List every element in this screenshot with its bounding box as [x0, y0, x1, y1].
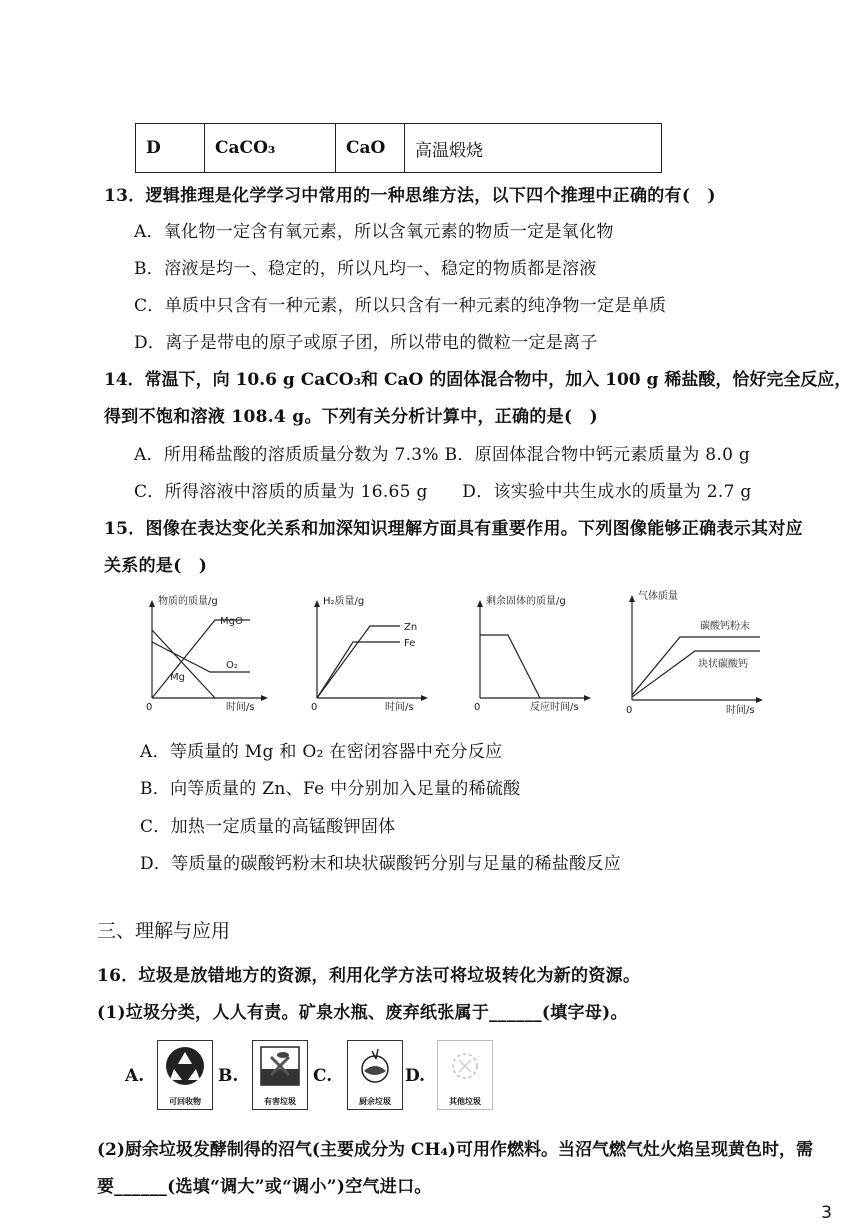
origin-label: 0	[311, 702, 318, 713]
series-label: 碳酸钙粉末	[700, 621, 750, 632]
q13-option-c: C．单质中只含有一种元素，所以只含有一种元素的纯净物一定是单质	[134, 296, 667, 316]
other-waste-icon	[444, 1045, 486, 1087]
series-lump-line	[632, 651, 760, 697]
question-14-stem-cont: 得到不饱和溶液 108.4 g。下列有关分析计算中，正确的是( )	[104, 407, 598, 427]
hazard-icon	[259, 1045, 301, 1087]
bin-caption: 其他垃圾	[449, 1097, 481, 1106]
y-axis-label: 物质的质量/g	[158, 596, 218, 607]
series-solid-line	[480, 635, 540, 698]
y-axis-label: 剩余固体的质量/g	[486, 596, 566, 607]
question-13-stem: 13．逻辑推理是化学学习中常用的一种思维方法，以下四个推理中正确的有( )	[104, 186, 716, 206]
question-16-part1: (1)垃圾分类，人人有责。矿泉水瓶、废弃纸张属于______(填字母)。	[97, 1003, 628, 1023]
chart-c	[468, 590, 598, 719]
question-16-part2: (2)厨余垃圾发酵制得的沼气(主要成分为 CH₄)可用作燃料。当沼气燃气灶火焰呈现黄色时，需	[97, 1140, 813, 1160]
option-table	[135, 123, 662, 173]
q15-option-a: A．等质量的 Mg 和 O₂ 在密闭容器中充分反应	[140, 742, 503, 762]
x-axis-label: 时间/s	[726, 705, 755, 716]
bin-caption: 可回收物	[169, 1097, 201, 1106]
chart-a	[140, 590, 270, 719]
series-label: Mg	[170, 672, 185, 683]
series-label: 块状碳酸钙	[698, 659, 748, 670]
x-axis-label: 时间/s	[385, 702, 414, 713]
y-axis-label: H₂质量/g	[323, 596, 365, 607]
bin-d-letter: D.	[405, 1066, 426, 1086]
series-label: O₂	[226, 660, 238, 671]
series-label: MgO	[220, 616, 243, 627]
bin-c-letter: C.	[313, 1066, 333, 1086]
table-cell: CaCO₃	[205, 124, 336, 173]
x-axis-label: 反应时间/s	[530, 702, 579, 713]
table-cell: D	[136, 124, 205, 173]
section-heading: 三、理解与应用	[97, 920, 231, 942]
q14-options-cd: C．所得溶液中溶质的质量为 16.65 g D．该实验中共生成水的质量为 2.7 g	[134, 482, 752, 502]
question-16-stem: 16．垃圾是放错地方的资源，利用化学方法可将垃圾转化为新的资源。	[97, 966, 641, 986]
bin-caption: 有害垃圾	[264, 1097, 296, 1106]
question-15-stem: 15．图像在表达变化关系和加深知识理解方面具有重要作用。下列图像能够正确表示其对应	[104, 519, 803, 539]
chart-d	[620, 585, 770, 724]
series-zn-line	[317, 626, 400, 698]
bin-caption: 厨余垃圾	[359, 1097, 391, 1106]
series-label: Zn	[404, 622, 418, 633]
q14-options-ab: A．所用稀盐酸的溶质质量分数为 7.3% B．原固体混合物中钙元素质量为 8.0 g	[134, 445, 751, 465]
series-label: Fe	[404, 638, 416, 649]
other-waste-bin	[437, 1040, 493, 1110]
recyclable-bin	[157, 1040, 213, 1110]
origin-label: 0	[146, 702, 153, 713]
table-row	[136, 124, 662, 173]
q13-option-d: D．离子是带电的原子或原子团，所以带电的微粒一定是离子	[134, 333, 598, 353]
origin-label: 0	[474, 702, 481, 713]
question-14-stem: 14．常温下，向 10.6 g CaCO₃和 CaO 的固体混合物中，加入 100 g 稀盐酸，恰好完全反应，	[104, 370, 852, 390]
q15-option-b: B．向等质量的 Zn、Fe 中分别加入足量的稀硫酸	[140, 779, 521, 799]
fish-bone-icon	[354, 1045, 396, 1087]
origin-label: 0	[626, 705, 633, 716]
chart-b	[305, 590, 435, 719]
series-mg-line	[152, 630, 215, 698]
q13-option-b: B．溶液是均一、稳定的，所以凡均一、稳定的物质都是溶液	[134, 259, 597, 279]
q15-option-d: D．等质量的碳酸钙粉末和块状碳酸钙分别与足量的稀盐酸反应	[140, 854, 622, 874]
series-fe-line	[317, 642, 400, 698]
page-number: 3	[821, 1203, 832, 1223]
y-axis-label: 气体质量	[638, 591, 678, 602]
q13-option-a: A．氧化物一定含有氧元素，所以含氧元素的物质一定是氧化物	[134, 222, 614, 242]
bin-a-letter: A.	[125, 1066, 145, 1086]
recycle-icon	[164, 1045, 206, 1087]
question-15-stem-cont: 关系的是( )	[104, 556, 208, 576]
x-axis-label: 时间/s	[226, 702, 255, 713]
kitchen-waste-bin	[347, 1040, 403, 1110]
q15-option-c: C．加热一定质量的高锰酸钾固体	[140, 817, 396, 837]
question-16-part2-cont: 要______(选填“调大”或“调小”)空气进口。	[97, 1177, 432, 1197]
hazardous-bin	[252, 1040, 308, 1110]
bin-b-letter: B.	[218, 1066, 239, 1086]
table-cell: 高温煅烧	[405, 124, 662, 173]
series-mgo-line	[152, 620, 250, 698]
table-cell: CaO	[336, 124, 405, 173]
